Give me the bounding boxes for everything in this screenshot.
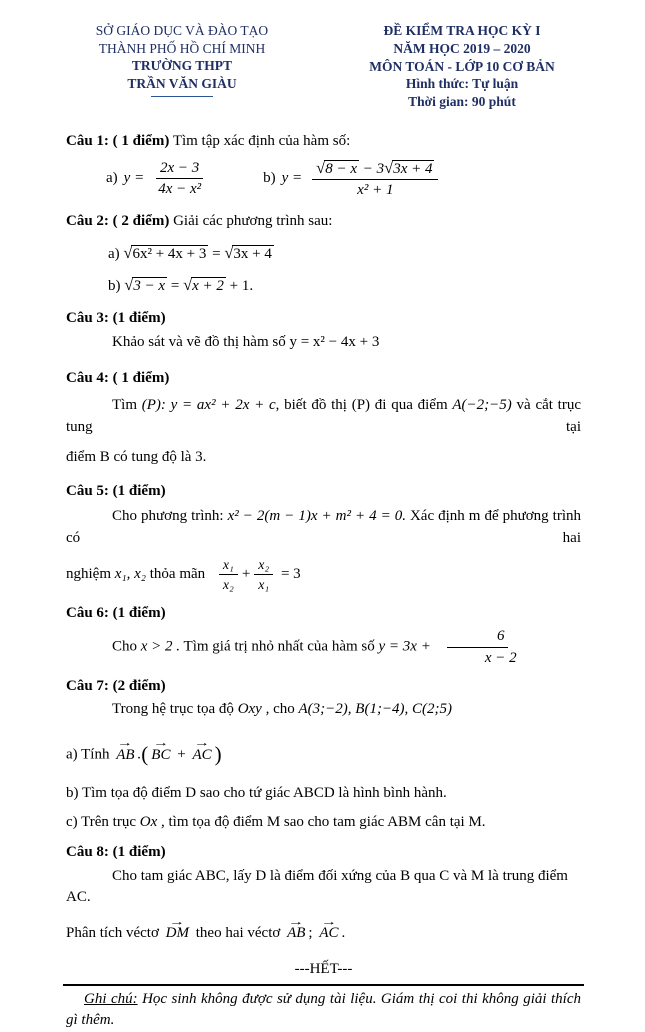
fraction: $\frac{\text{x₁}}{\text{x₂}}$ <box>219 556 238 593</box>
question-4-label: Câu 4: ( 1 điểm) <box>66 369 170 386</box>
question-4-line-2: điểm B có tung độ là 3. <box>66 448 207 465</box>
question-4-text-1: Tìm <box>112 397 137 414</box>
question-5-text-4: thỏa mãn <box>149 565 206 582</box>
issuer-line-2: THÀNH PHỐ HỒ CHÍ MINH <box>98 40 266 56</box>
equals-sign: = <box>212 245 221 262</box>
vector-AC: → AC <box>319 917 339 942</box>
item-label-b: b) <box>263 169 276 186</box>
question-7b: b) Tìm tọa độ điểm D sao cho tứ giác ABCD là hình bình hành. <box>66 785 447 802</box>
vector-AB: → AB <box>287 917 306 942</box>
question-3-body <box>66 332 581 354</box>
question-5-formula-1: x² − 2(m − 1)x + m² + 4 = 0. <box>227 508 406 525</box>
vector-AB: → AB <box>116 738 135 763</box>
formula-1b-lhs: y = <box>281 169 303 186</box>
equals-value: = 3 <box>280 565 301 582</box>
question-1-formulas <box>106 157 581 201</box>
question-5-formula-2: x₁, x₂ <box>114 565 146 582</box>
question-8-line-1: Cho tam giác ABC, lấy D là điểm đối xứng của B qua C và M là trung điểm AC. <box>66 867 568 906</box>
question-5-label: Câu 5: (1 điểm) <box>66 482 166 499</box>
item-label-a: a) <box>106 169 118 186</box>
numerator: √8 − x − 3√3x + 4 <box>312 158 438 181</box>
radical: √x + 2 <box>183 275 224 295</box>
question-5-text-1: Cho phương trình: <box>112 508 224 525</box>
exam-title-block <box>343 22 581 111</box>
question-5-text-2: Xác định m để phương trình có hai <box>66 508 582 547</box>
equals-sign: = <box>170 278 180 295</box>
question-2-label: Câu 2: ( 2 điểm) <box>66 212 170 229</box>
vector-DM: → DM <box>165 917 189 942</box>
question-6-heading <box>66 603 581 625</box>
document-header <box>66 22 581 111</box>
footnote-text: Học sinh không được sử dụng tài liệu. Giám thị coi thi không giải thích gì thêm. <box>66 990 582 1029</box>
question-5-line-2 <box>66 556 581 593</box>
question-4-text-2: , biết đồ thị (P) đi qua điểm <box>275 397 448 414</box>
question-7c-text-2: tìm tọa độ điểm M sao cho tam giác ABM cân tại M. <box>168 814 486 831</box>
question-2-text: Giải các phương trình sau: <box>173 212 333 229</box>
subject-grade: MÔN TOÁN - LỚP 10 CƠ BẢN <box>369 58 555 74</box>
exam-body <box>66 131 581 1032</box>
question-8-label: Câu 8: (1 điểm) <box>66 843 166 860</box>
separator: ; <box>308 925 313 942</box>
plus-sign: + <box>241 565 251 582</box>
question-5-text-3: nghiệm <box>66 565 111 582</box>
radical: √8 − x <box>316 157 357 177</box>
plus-sign: + <box>177 746 186 763</box>
footnote-label: Ghi chú: <box>84 990 138 1007</box>
school-name-line-2: TRẦN VĂN GIÀU <box>127 75 237 91</box>
formula-2b <box>108 271 581 298</box>
question-7a <box>66 731 581 769</box>
formula-1a-lhs: y = <box>123 169 145 186</box>
question-8-text-1: Phân tích véctơ <box>66 925 159 942</box>
exam-title: ĐỀ KIỂM TRA HỌC KỲ I <box>383 23 541 38</box>
question-3-formula: y = x² − 4x + 3 <box>289 333 380 350</box>
exam-format: Hình thức: Tự luận <box>405 76 519 92</box>
question-6-text-1: Cho <box>112 638 138 655</box>
question-7-intro <box>66 699 581 721</box>
radical: √6x² + 4x + 3 <box>123 242 207 262</box>
question-7c-text-1: c) Trên trục <box>66 814 136 831</box>
question-6-text-2: Tìm giá trị nhỏ nhất của hàm số <box>183 638 375 655</box>
question-2-heading <box>66 211 581 233</box>
question-7-text-2: cho <box>273 701 295 718</box>
item-label-b: b) <box>108 278 121 295</box>
question-7-text-1: Trong hệ trục tọa độ <box>112 701 234 718</box>
school-name-line-1: TRƯỜNG THPT <box>131 58 233 74</box>
footer-divider <box>63 984 584 986</box>
fraction: $\frac{√8 - x - 3√3x + 4}{\text{x² + 1}}$ <box>312 158 438 201</box>
formula-tail: + 1. <box>229 278 254 295</box>
question-7-heading <box>66 676 581 698</box>
question-6-formula-2: y = 3x + <box>378 638 431 655</box>
question-8-text-2: theo hai véctơ <box>195 925 281 942</box>
question-1-heading <box>66 131 581 153</box>
footnote <box>66 989 581 1032</box>
question-5-line-1 <box>66 506 581 550</box>
close-paren: ) <box>214 742 222 767</box>
question-1-text: Tìm tập xác định của hàm số: <box>172 133 351 150</box>
question-4-line-1 <box>66 395 581 439</box>
question-6-body <box>66 627 581 668</box>
question-3-heading <box>66 308 581 330</box>
formula-1b <box>263 158 442 201</box>
question-7a-text: a) Tính <box>66 746 110 763</box>
fraction: $\frac{2x - 3}{\text{4x − x²}}$ <box>154 159 205 200</box>
open-paren: ( <box>141 742 149 767</box>
question-1-label: Câu 1: ( 1 điểm) <box>66 133 170 150</box>
question-7c <box>66 812 581 834</box>
item-label-a: a) <box>108 245 120 262</box>
question-6-formula-1: x > 2 . <box>140 638 181 655</box>
radical: √3x + 4 <box>384 157 433 177</box>
question-7c-formula: Ox , <box>139 814 165 831</box>
header-underline <box>151 96 213 97</box>
question-6-label: Câu 6: (1 điểm) <box>66 605 166 622</box>
radical: √3x + 4 <box>224 242 272 262</box>
period: . <box>341 925 346 942</box>
question-4-formula-2: A(−2;−5) <box>452 397 512 414</box>
question-4-heading <box>66 368 581 390</box>
question-3-text: Khảo sát và vẽ đồ thị hàm số <box>112 333 286 350</box>
question-8-heading <box>66 842 581 864</box>
question-8-line-2 <box>66 915 581 945</box>
exam-duration: Thời gian: 90 phút <box>408 94 516 110</box>
vector-BC: → BC <box>151 738 171 763</box>
formula-2a <box>108 239 581 266</box>
question-7-label: Câu 7: (2 điểm) <box>66 677 166 694</box>
vector-AC: → AC <box>192 738 212 763</box>
formula-1a <box>106 159 209 200</box>
question-3-label: Câu 3: (1 điểm) <box>66 310 166 327</box>
fraction: $\frac{\text{x₂}}{\text{x₁}}$ <box>254 556 273 593</box>
question-7-formula-2: A(3;−2), B(1;−4), C(2;5) <box>298 701 453 718</box>
school-year: NĂM HỌC 2019 – 2020 <box>393 40 531 56</box>
dot-operator: . <box>137 746 142 763</box>
question-5-heading <box>66 481 581 503</box>
issuer-line-1: SỞ GIÁO DỤC VÀ ĐÀO TẠO <box>95 23 269 38</box>
question-4-text-3: và cắt trục tung tại <box>66 397 581 436</box>
radical: √3 − x <box>124 275 166 295</box>
fraction: $\frac{6}{x - 2}$ <box>435 627 521 668</box>
issuer-block <box>66 22 298 97</box>
question-7-formula-1: Oxy , <box>237 701 270 718</box>
question-4-formula-1: (P): y = ax² + 2x + c <box>141 397 276 414</box>
end-marker: ---HẾT--- <box>294 960 353 977</box>
